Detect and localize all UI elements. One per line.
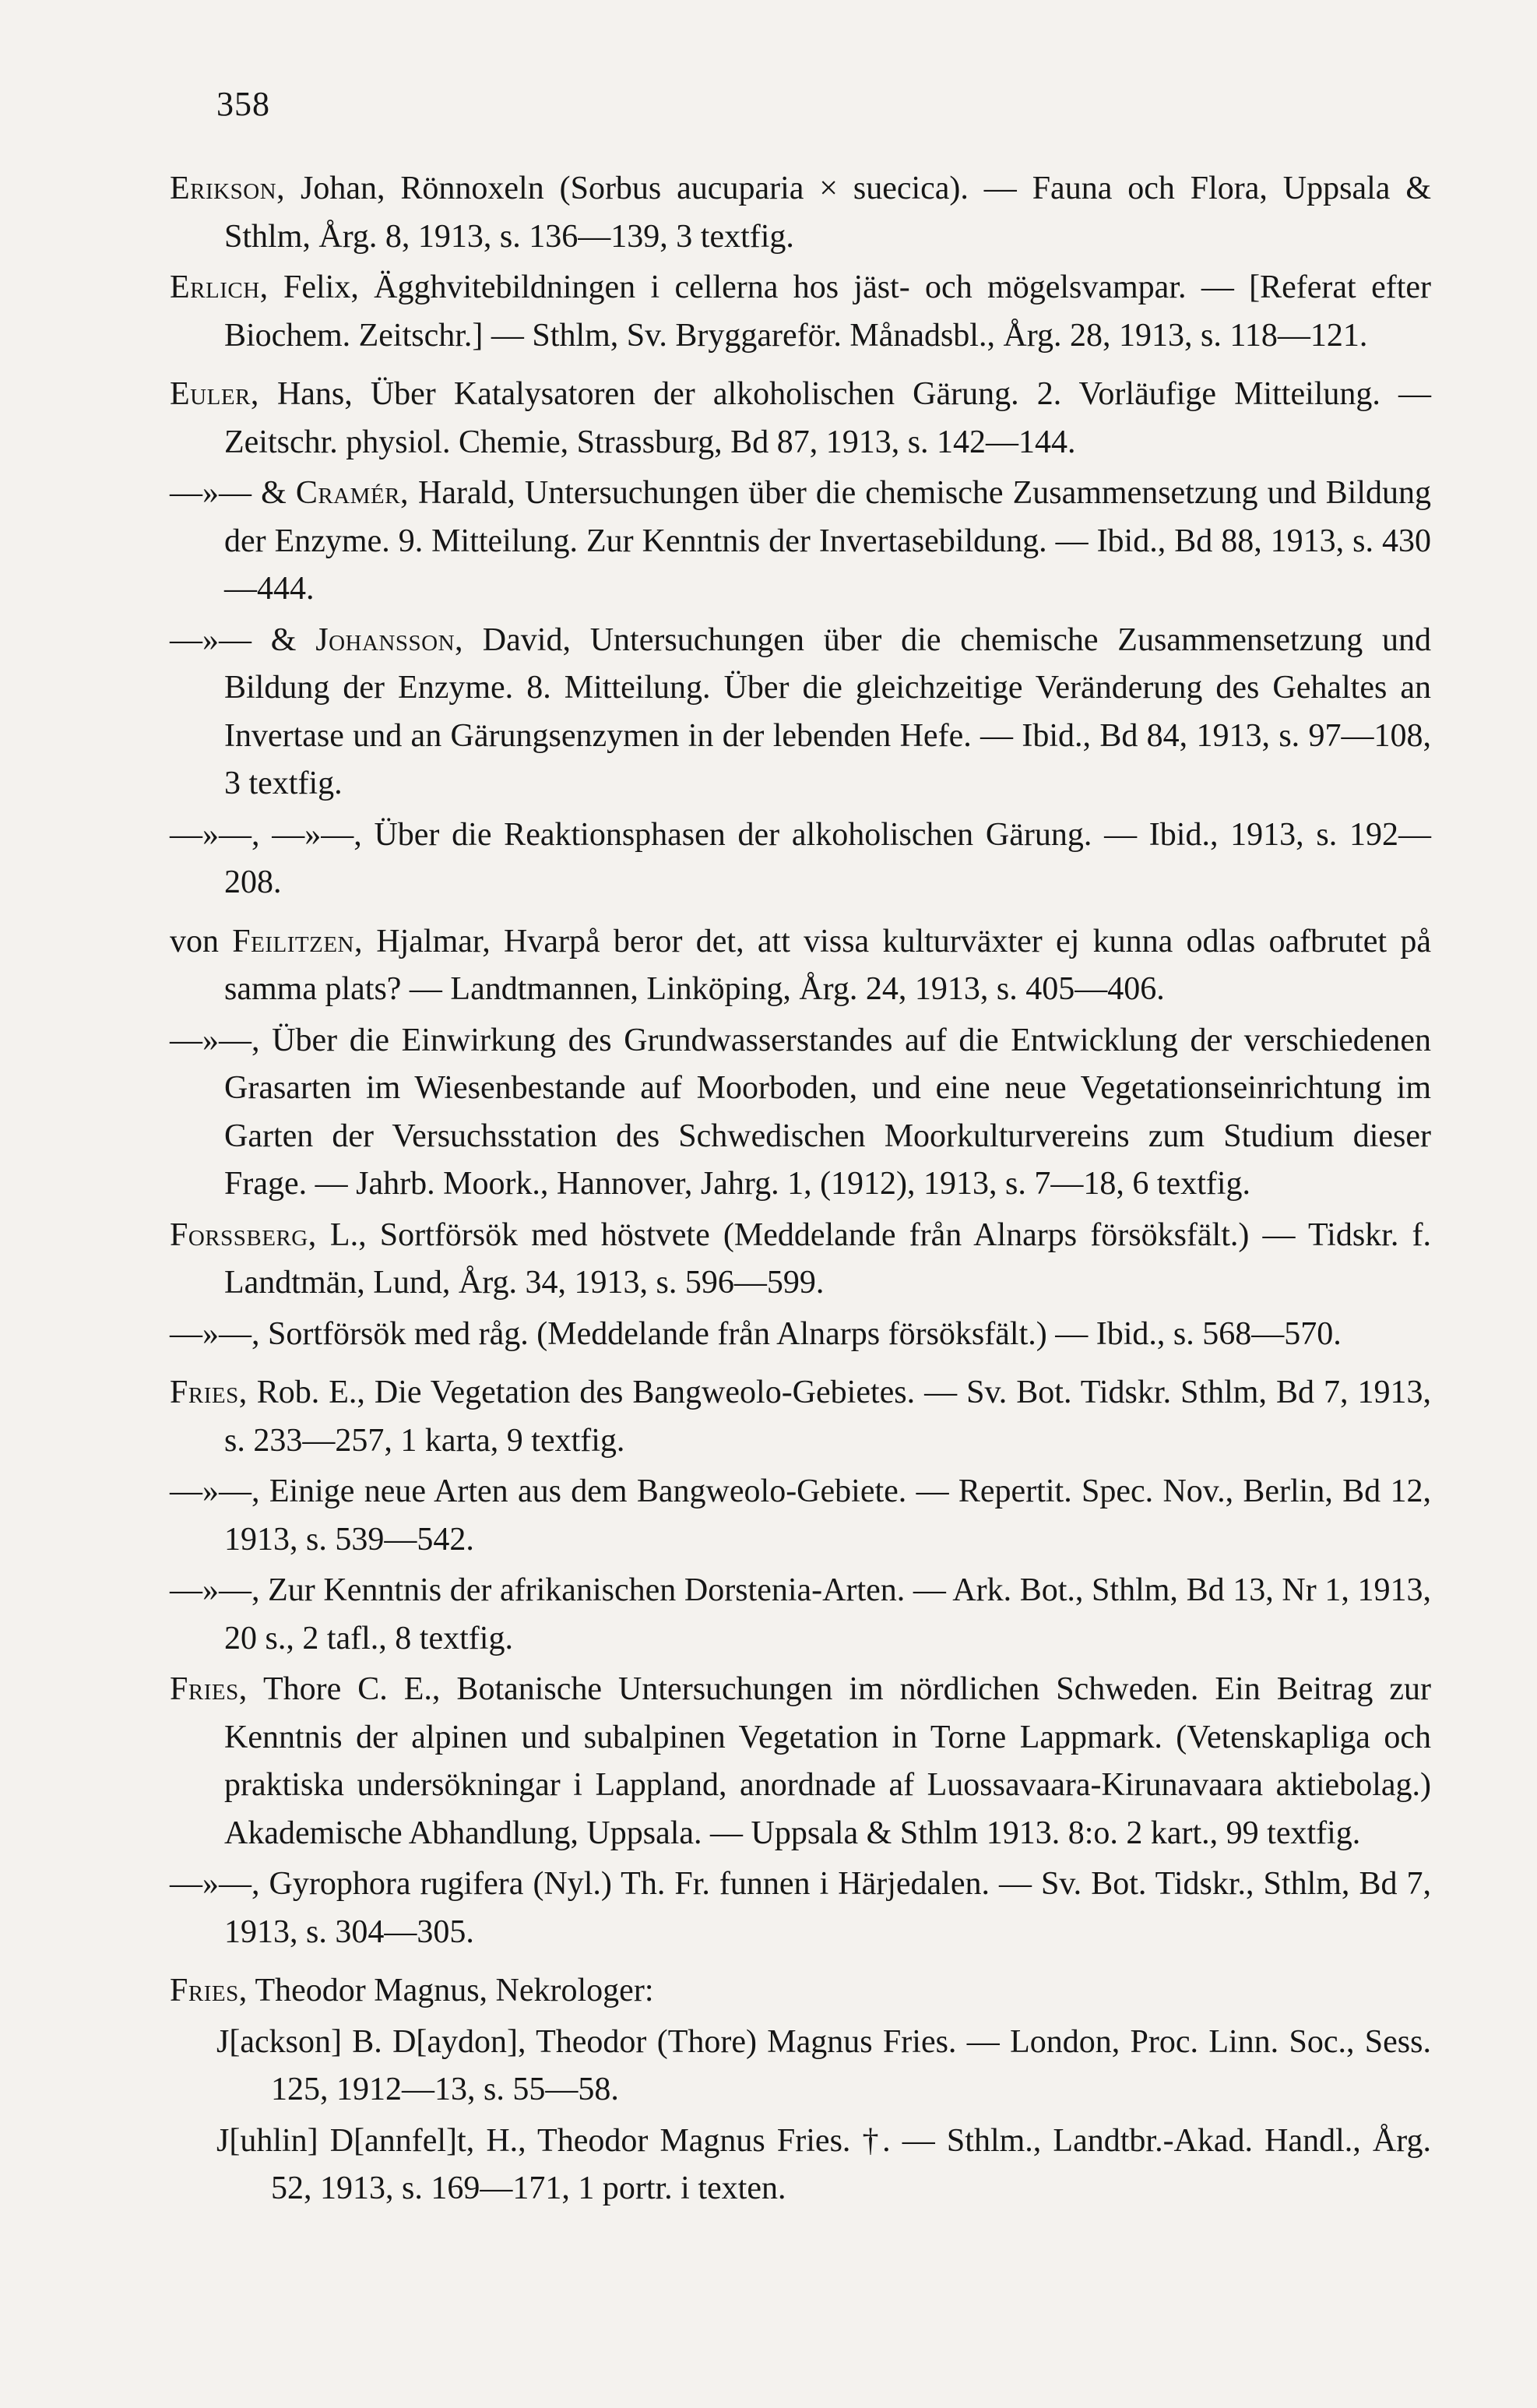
entry-euler (170, 371, 1431, 466)
entry-text: —»—, —»—, Über die Reaktionsphasen der alkoholischen Gärung. — Ibid., 1913, s. 192—208. (170, 816, 1431, 900)
entry-text: —»—, Gyrophora rugifera (Nyl.) Th. Fr. funnen i Härjedalen. — Sv. Bot. Tidskr., Sthlm, Bd 7, 1913, s. 304—305. (170, 1866, 1431, 1950)
entry-author: Fries, (170, 1671, 248, 1707)
entry-text: —»—, Sortförsök med råg. (Meddelande från Alnarps försöksfält.) — Ibid., s. 568—570. (170, 1315, 1342, 1352)
entry-euler-reaktionsphasen (170, 811, 1431, 907)
entry-text: Thore C. E., Botanische Untersuchungen im nördlichen Schweden. Ein Beitrag zur Kenntnis der alpinen und subalpinen Vegetation in Torne Lappmark. (Vetenskapliga och praktiska undersökningar i Lappland, anordnade af Luossavaara-Kirunavaara aktiebolag.) Akademische Abhandlung, Uppsala. — Uppsala & Sthlm 1913. 8:o. 2 kart., 99 textfig. (224, 1671, 1431, 1851)
entry-lead: —»— & (170, 475, 296, 511)
sub-entry-jackson (170, 2019, 1431, 2114)
entry-author: Erlich, (170, 269, 269, 305)
entry-text: David, Untersuchungen über die chemische Zusammensetzung und Bildung der Enzyme. 8. Mitteilung. Über die gleichzeitige Veränderung des Gehaltes an Invertase und an Gärungsenzymen in der lebenden Hefe. — Ibid., Bd 84, 1913, s. 97—108, 3 textfig. (224, 621, 1431, 801)
entry-feilitzen (170, 918, 1431, 1014)
entry-euler-cramer (170, 470, 1431, 614)
entry-feilitzen-grundwasser (170, 1017, 1431, 1209)
entry-coauthor: Cramér, (295, 475, 409, 511)
entry-author: Fries, (170, 1375, 248, 1410)
entry-euler-johansson (170, 617, 1431, 808)
entry-fries-thore (170, 1666, 1431, 1857)
entry-text: Johan, Rönnoxeln (Sorbus aucuparia × suecica). — Fauna och Flora, Uppsala & Sthlm, Årg. 8, 1913, s. 136—139, 3 textfig. (224, 171, 1431, 255)
entry-forssberg (170, 1212, 1431, 1308)
sub-entry-text: J[uhlin] D[annfel]t, H., Theodor Magnus Fries. †. — Sthlm., Landtbr.-Akad. Handl., Årg. 52, 1913, s. 169—171, 1 portr. i texten. (216, 2122, 1431, 2206)
entry-text: Hjalmar, Hvarpå beror det, att vissa kulturväxter ej kunna odlas oafbrutet på samma plats? — Landtmannen, Linköping, Årg. 24, 1913, s. 405—406. (224, 923, 1431, 1007)
entry-lead: —»— & (170, 621, 316, 658)
sub-entry-juhlin (170, 2118, 1431, 2213)
entry-text: —»—, Einige neue Arten aus dem Bangweolo-Gebiete. — Repertit. Spec. Nov., Berlin, Bd 12, 1913, s. 539—542. (170, 1473, 1431, 1558)
entry-lead: von (170, 923, 233, 959)
entry-text: L., Sortförsök med höstvete (Meddelande från Alnarps försöksfält.) — Tidskr. f. Landtmän, Lund, Årg. 34, 1913, s. 596—599. (224, 1216, 1431, 1301)
entry-fries-thore-gyrophora (170, 1861, 1431, 1956)
sub-entry-text: J[ackson] B. D[aydon], Theodor (Thore) Magnus Fries. — London, Proc. Linn. Soc., Sess. 125, 1912—13, s. 55—58. (216, 2023, 1431, 2107)
entry-author: Forssberg, (170, 1216, 317, 1253)
entry-fries-rob-arten (170, 1468, 1431, 1564)
entry-fries-rob (170, 1369, 1431, 1465)
entry-text: —»—, Zur Kenntnis der afrikanischen Dorstenia-Arten. — Ark. Bot., Sthlm, Bd 13, Nr 1, 1913, 20 s., 2 tafl., 8 textfig. (170, 1572, 1431, 1656)
entry-erlich (170, 264, 1431, 360)
entry-author: Euler, (170, 376, 259, 412)
entry-fries-theodor (170, 1967, 1431, 2015)
entry-text: Hans, Über Katalysatoren der alkoholischen Gärung. 2. Vorläufige Mitteilung. — Zeitschr. physiol. Chemie, Strassburg, Bd 87, 1913, s. 142—144. (224, 376, 1431, 460)
entry-forssberg-rag (170, 1311, 1431, 1359)
entry-fries-rob-dorstenia (170, 1567, 1431, 1663)
entry-erikson (170, 165, 1431, 261)
entry-text: —»—, Über die Einwirkung des Grundwasserstandes auf die Entwicklung der verschiedenen Grasarten im Wiesenbestande auf Moorboden, und eine neue Vegetationseinrichtung im Garten der Versuchsstation des Schwedischen Moorkulturvereins zum Studium dieser Frage. — Jahrb. Moork., Hannover, Jahrg. 1, (1912), 1913, s. 7—18, 6 textfig. (170, 1022, 1431, 1202)
entry-text: Rob. E., Die Vegetation des Bangweolo-Gebietes. — Sv. Bot. Tidskr. Sthlm, Bd 7, 1913, s. 233—257, 1 karta, 9 textfig. (224, 1375, 1431, 1459)
entry-text: Felix, Ägghvitebildningen i cellerna hos jäst- och mögelsvampar. — [Referat efter Biochem. Zeitschr.] — Sthlm, Sv. Bryggareför. Månadsbl., Årg. 28, 1913, s. 118—121. (224, 269, 1431, 354)
entry-author: Feilitzen, (232, 923, 363, 959)
entry-author: Erikson, (170, 171, 286, 206)
entry-coauthor: Johansson, (315, 621, 464, 658)
entry-author: Fries, (170, 1973, 248, 2008)
entry-text: Harald, Untersuchungen über die chemische Zusammensetzung und Bildung der Enzyme. 9. Mitteilung. Zur Kenntnis der Invertasebildung. — Ibid., Bd 88, 1913, s. 430—444. (224, 475, 1432, 607)
entry-text: Theodor Magnus, Nekrologer: (247, 1973, 654, 2008)
page-number: 358 (216, 85, 270, 123)
bibliography-entries (170, 165, 1431, 2216)
